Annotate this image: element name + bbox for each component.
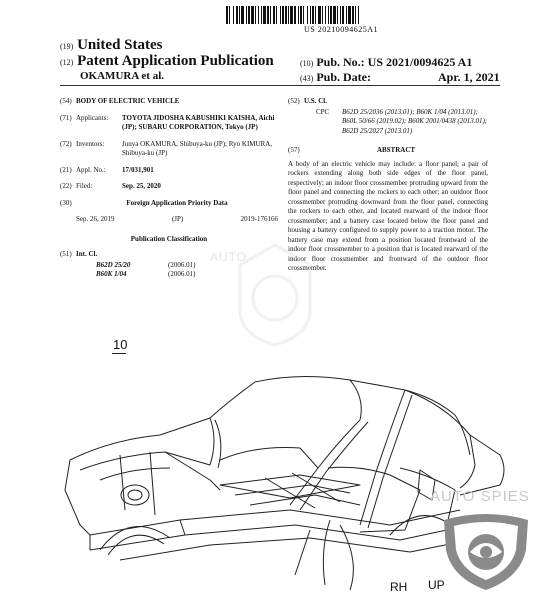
- figure-reference-underline: [112, 353, 126, 354]
- abstract-heading: [288, 146, 488, 156]
- abstract-title: ABSTRACT: [376, 146, 416, 154]
- priority-code: (30): [60, 198, 72, 207]
- header-rule: [60, 85, 500, 86]
- appl-field: [60, 166, 278, 176]
- int-cl-date: (2006.01): [168, 270, 196, 278]
- classification-title: Publication Classification: [130, 234, 208, 243]
- int-cl-date: (2006.01): [168, 260, 196, 269]
- cpc-label: CPC: [316, 107, 330, 116]
- barcode-number: US 20210094625A1: [303, 25, 378, 34]
- abstract-code: (57): [288, 146, 300, 154]
- barcode: [226, 6, 456, 24]
- watermark-brand-text: AUTO SPIES: [430, 488, 530, 505]
- int-cl-code-value: B62D 25/20: [96, 260, 131, 269]
- publication-type-line: [60, 53, 274, 70]
- abstract-text: A body of an electric vehicle may include: a floor panel; a pair of rockers extending along both side edges of the floor panel, respectively; an indoor floor crossmember protruding upward from the floor panel and connecting the rockers to each other; an outdoor floor crossmember protruding downward from the floor panel, connecting the rockers to each other, and located rearward of the indoor floor crossmember; and a battery case located below the floor panel and housing a battery configured to supply power to a traction motor. The battery case may extend from a position located frontward of the indoor floor crossmember to a position that is located rearward of the indoor floor crossmember and frontward of the outdoor floor crossmember.: [288, 159, 488, 272]
- applicants-label: Applicants:: [76, 113, 109, 122]
- country-code: (19): [60, 42, 74, 51]
- us-cl-field: [288, 97, 488, 107]
- watermark-faint-text: AUTO: [210, 250, 248, 264]
- applicants-field: [60, 114, 278, 133]
- pub-no-code: (10): [300, 59, 314, 68]
- inventor-short: OKAMURA et al.: [80, 70, 165, 82]
- int-cl-code: (51): [60, 250, 72, 258]
- priority-title: Foreign Application Priority Data: [126, 198, 228, 207]
- priority-date: Sep. 26, 2019: [76, 215, 115, 223]
- inventors-field: [60, 140, 278, 159]
- int-cl-label: Int. Cl.: [76, 250, 98, 258]
- us-cl-code: (52): [288, 97, 300, 105]
- filed-field: [60, 182, 278, 192]
- barcode-bar: [359, 6, 361, 24]
- pub-date-code: (43): [300, 74, 314, 83]
- cpc-field: [316, 108, 488, 137]
- pub-date: Apr. 1, 2021: [438, 70, 500, 84]
- invention-title: BODY OF ELECTRIC VEHICLE: [76, 97, 180, 105]
- watermark-logo-icon: [440, 510, 532, 592]
- title-field: [60, 97, 278, 107]
- pub-date-line: [300, 70, 500, 85]
- title-code: (54): [60, 97, 72, 105]
- priority-field: [60, 199, 278, 209]
- applicants: TOYOTA JIDOSHA KABUSHIKI KAISHA, Aichi (JP); SUBARU CORPORATION, Tokyo (JP): [122, 113, 275, 131]
- publication-type: Patent Application Publication: [77, 53, 274, 69]
- appl-label: Appl. No.:: [76, 165, 106, 174]
- pub-date-label: Pub. Date:: [316, 70, 371, 84]
- country: United States: [77, 37, 163, 53]
- appl-code: (21): [60, 165, 72, 174]
- filed-label: Filed:: [76, 182, 93, 190]
- filed-code: (22): [60, 182, 72, 190]
- figure-reference: 10: [113, 337, 128, 352]
- country-line: [60, 37, 163, 54]
- pub-no-label: Pub. No.:: [316, 55, 365, 69]
- priority-country: (JP): [171, 215, 184, 223]
- filed-date: Sep. 25, 2020: [122, 182, 161, 190]
- appl-no: 17/031,901: [122, 165, 154, 174]
- priority-row: [76, 215, 278, 225]
- pub-no: US 2021/0094625 A1: [367, 55, 473, 69]
- us-cl-label: U.S. Cl.: [304, 97, 327, 105]
- priority-number: 2019-176166: [240, 215, 278, 223]
- rh-direction-label: RH: [390, 580, 408, 594]
- inventors-label: Inventors:: [76, 139, 105, 148]
- up-direction-label: UP: [428, 578, 445, 592]
- type-code: (12): [60, 58, 74, 67]
- inventors: Junya OKAMURA, Shibuya-ku (JP); Ryo KIMURA, Shibuya-ku (JP): [122, 139, 273, 157]
- cpc-text: B62D 25/2036 (2013.01); B60K 1/04 (2013.01); B60L 50/66 (2019.02); B60K 2001/0438 (2013.01); B62D 25/2027 (2013.01): [342, 107, 488, 135]
- int-cl-code-value: B60K 1/04: [96, 270, 127, 278]
- pub-number-line: [300, 55, 472, 70]
- inventors-code: (72): [60, 139, 72, 148]
- applicants-code: (71): [60, 113, 72, 122]
